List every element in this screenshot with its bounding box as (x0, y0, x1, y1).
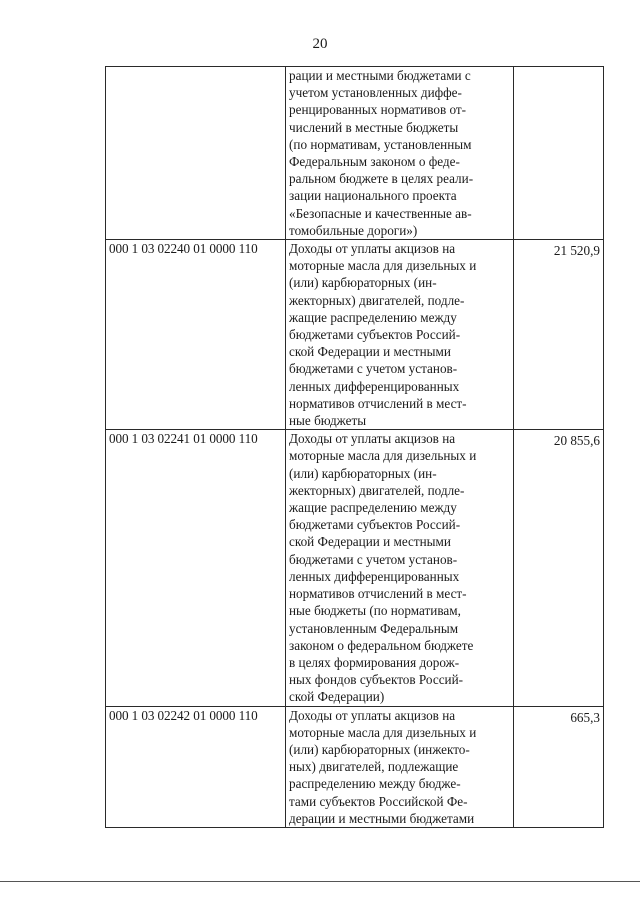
table-row (106, 706, 604, 827)
revenue-name-line: числений в местные бюджеты (289, 119, 459, 135)
revenue-name-line: рации и местными бюджетами с (289, 68, 471, 83)
budget-code-cell: 000 1 03 02241 01 0000 110 (106, 430, 286, 706)
revenue-name-line: ные бюджеты (по нормативам, (289, 603, 461, 619)
revenue-name-line: моторные масла для дизельных и (289, 448, 477, 464)
table-row (106, 430, 604, 706)
revenue-name-cell (286, 240, 514, 430)
page-bottom-divider (0, 881, 640, 882)
budget-revenue-table (105, 66, 604, 828)
table-body (106, 67, 604, 828)
revenue-name-line: ренцированных нормативов от- (289, 102, 467, 118)
revenue-name-line: (или) карбюраторных (ин- (289, 465, 437, 481)
revenue-name-line: распределению между бюдже- (289, 776, 461, 792)
revenue-name-line: (по нормативам, установленным (289, 136, 472, 152)
revenue-name-line: ные бюджеты (289, 413, 367, 429)
amount-cell (514, 240, 604, 430)
amount-value (517, 67, 600, 69)
amount-value: 20 855,6 (553, 433, 600, 449)
revenue-name-line: бюджетами субъектов Россий- (289, 517, 461, 533)
revenue-name-line: ской Федерации и местными (289, 534, 451, 550)
revenue-name-line: ральном бюджете в целях реали- (289, 171, 474, 187)
revenue-name-cell (286, 430, 514, 706)
revenue-name-line: жекторных) двигателей, подле- (289, 482, 465, 498)
budget-code-cell (106, 67, 286, 240)
revenue-name-cell (286, 67, 514, 240)
page-number: 20 (312, 36, 328, 52)
revenue-name-line: дерации и местными бюджетами (289, 810, 475, 826)
revenue-name-line: моторные масла для дизельных и (289, 724, 477, 740)
revenue-name-line: установленным Федеральным (289, 620, 459, 636)
revenue-name-line: ленных дифференцированных (289, 568, 460, 584)
revenue-name-line: Доходы от уплаты акцизов на (289, 431, 456, 447)
revenue-name-line: Доходы от уплаты акцизов на (289, 241, 456, 257)
budget-code-cell: 000 1 03 02242 01 0000 110 (106, 706, 286, 827)
revenue-name-line: в целях формирования дорож- (289, 654, 460, 670)
amount-cell (514, 67, 604, 240)
revenue-name-line: моторные масла для дизельных и (289, 258, 477, 274)
revenue-name-line: ской Федерации и местными (289, 344, 451, 360)
revenue-name-line: нормативов отчислений в мест- (289, 586, 467, 602)
revenue-name-line: бюджетами с учетом установ- (289, 551, 458, 567)
amount-value: 21 520,9 (553, 243, 600, 259)
revenue-name-line: ных фондов субъектов Россий- (289, 672, 464, 688)
revenue-name-line: Доходы от уплаты акцизов на (289, 707, 456, 723)
revenue-name-line: «Безопасные и качественные ав- (289, 205, 472, 221)
revenue-name-line: зации национального проекта (289, 188, 457, 204)
revenue-name-line: ных) двигателей, подлежащие (289, 759, 459, 775)
revenue-name-line: ской Федерации) (289, 689, 385, 705)
revenue-name-line: бюджетами субъектов Россий- (289, 327, 461, 343)
revenue-name-line: учетом установленных диффе- (289, 85, 462, 101)
budget-code-cell: 000 1 03 02240 01 0000 110 (106, 240, 286, 430)
revenue-name-line: жащие распределению между (289, 500, 457, 516)
revenue-name-line: (или) карбюраторных (инжекто- (289, 741, 470, 757)
amount-cell (514, 706, 604, 827)
amount-cell (514, 430, 604, 706)
revenue-name-line: бюджетами с учетом установ- (289, 361, 458, 377)
revenue-name-line: томобильные дороги») (289, 222, 418, 238)
revenue-name-line: ленных дифференцированных (289, 378, 460, 394)
revenue-name-line: жащие распределению между (289, 309, 457, 325)
revenue-name-line: законом о федеральном бюджете (289, 637, 474, 653)
amount-value: 665,3 (570, 709, 600, 725)
revenue-name-line: Федеральным законом о феде- (289, 154, 460, 170)
revenue-name-line: нормативов отчислений в мест- (289, 395, 467, 411)
revenue-name-line: (или) карбюраторных (ин- (289, 275, 437, 291)
revenue-name-line: тами субъектов Российской Фе- (289, 793, 468, 809)
table-row (106, 240, 604, 430)
revenue-name-cell (286, 706, 514, 827)
table-row (106, 67, 604, 240)
revenue-name-line: жекторных) двигателей, подле- (289, 292, 465, 308)
